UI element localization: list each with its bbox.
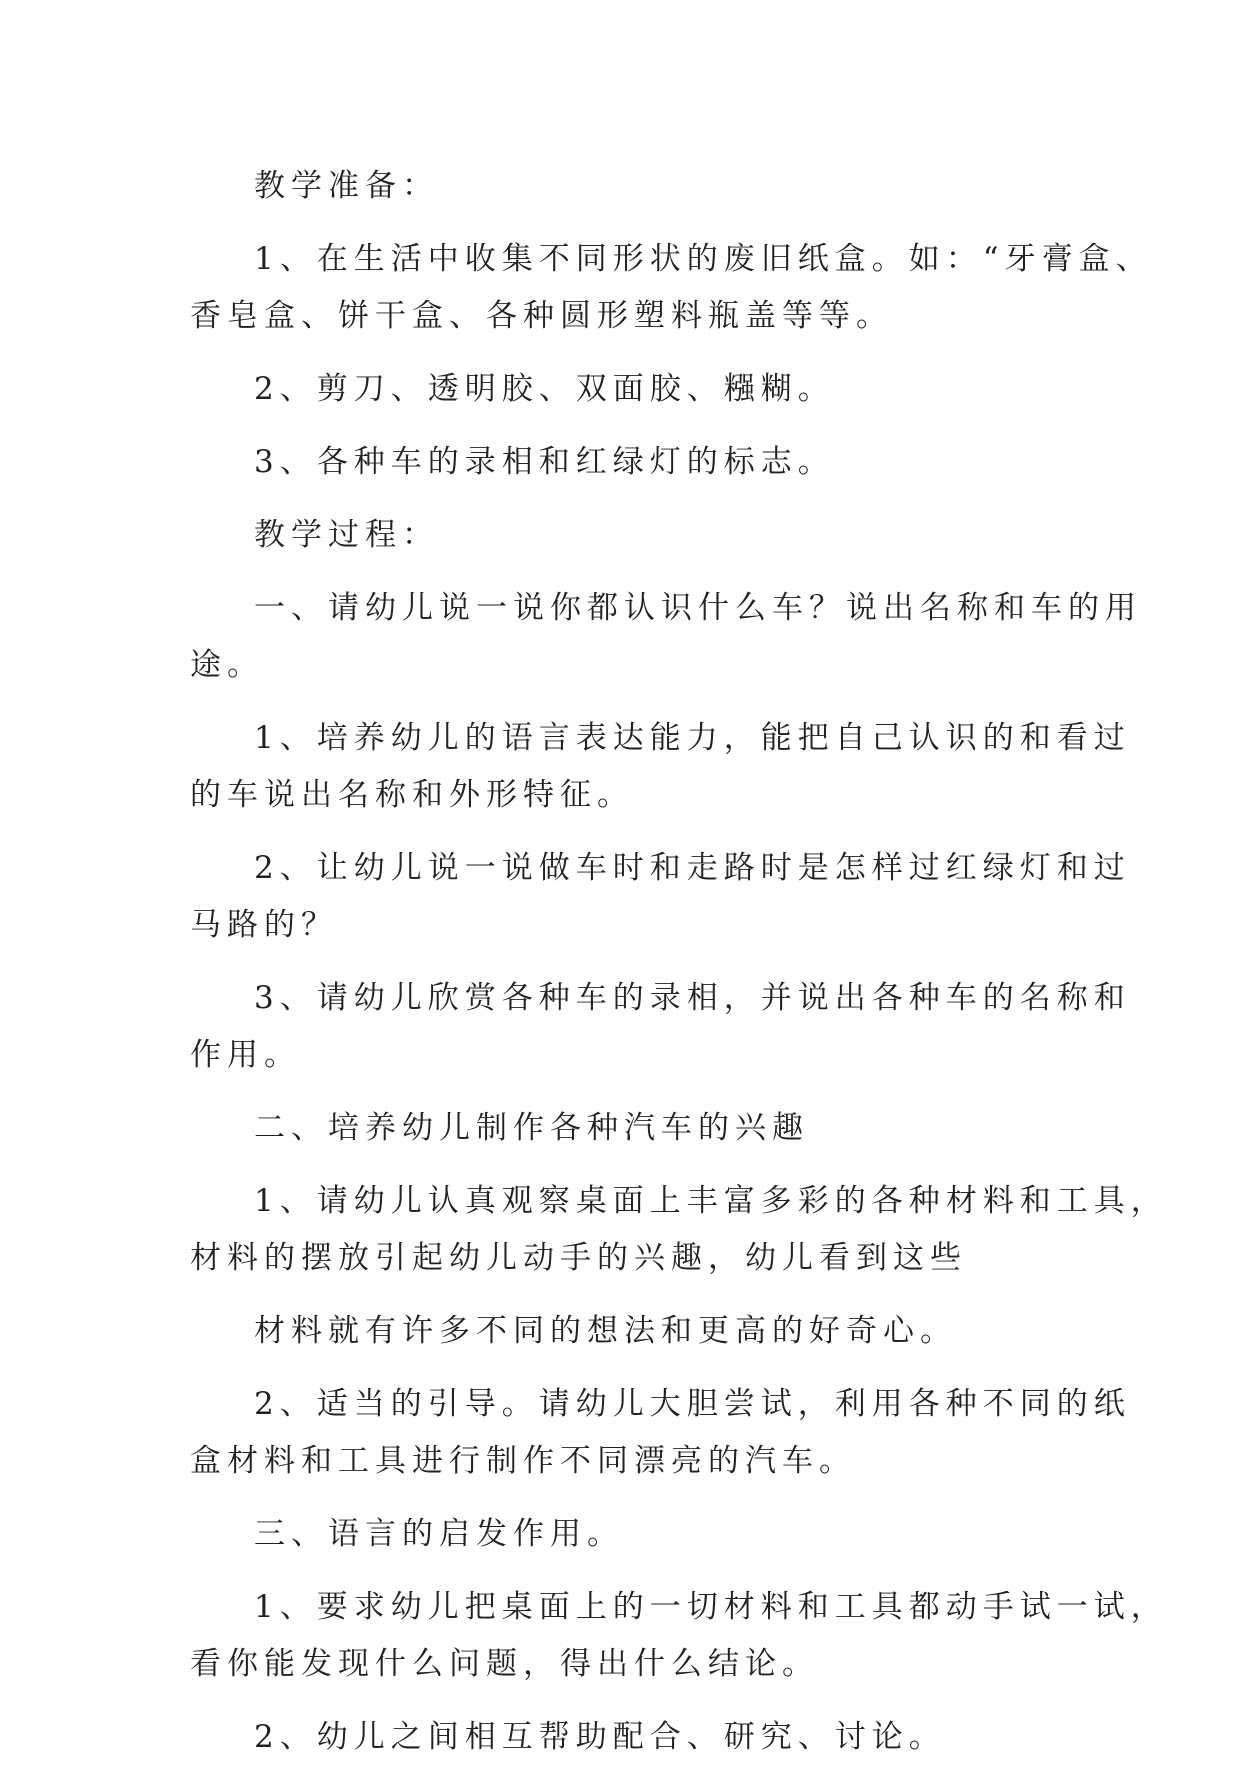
text-line: 教学准备： [254,168,439,204]
text-line: 作用。 [190,1037,301,1073]
text-line: 盒材料和工具进行制作不同漂亮的汽车。 [190,1443,856,1479]
paragraph-spacer [190,954,1070,970]
paragraph-spacer [190,564,1070,580]
text-line: 香皂盒、饼干盒、各种圆形塑料瓶盖等等。 [190,298,893,334]
text-line: 2、剪刀、透明胶、双面胶、糨糊。 [254,371,835,407]
paragraph-spacer [190,1563,1070,1579]
text-line: 马路的？ [190,907,338,943]
text-line: 教学过程： [254,517,439,553]
paragraph-spacer [190,215,1070,231]
paragraph-spacer [190,491,1070,507]
paragraph-spacer [190,1693,1070,1709]
paragraph-spacer [190,345,1070,361]
text-line: 2、幼儿之间相互帮助配合、研究、讨论。 [254,1719,946,1755]
document-body [190,158,1168,1766]
text-line: 途。 [190,647,264,683]
paragraph-spacer [190,694,1070,710]
text-line: 二、培养幼儿制作各种汽车的兴趣 [254,1110,809,1146]
text-line: 2、适当的引导。请幼儿大胆尝试，利用各种不同的纸 [254,1386,1131,1422]
text-line: 三、语言的启发作用。 [254,1516,624,1552]
paragraph-spacer [190,824,1070,840]
text-line: 2、让幼儿说一说做车时和走路时是怎样过红绿灯和过 [254,850,1131,886]
text-line: 材料就有许多不同的想法和更高的好奇心。 [254,1313,957,1349]
paragraph-spacer [190,1084,1070,1100]
text-line: 的车说出名称和外形特征。 [190,777,634,813]
paragraph-spacer [190,1360,1070,1376]
paragraph-spacer [190,418,1070,434]
text-line: 3、各种车的录相和红绿灯的标志。 [254,444,835,480]
text-line: 1、在生活中收集不同形状的废旧纸盒。如：“牙膏盒、 [254,241,1153,277]
text-line: 材料的摆放引起幼儿动手的兴趣，幼儿看到这些 [190,1240,967,1276]
text-line: 1、培养幼儿的语言表达能力，能把自己认识的和看过 [254,720,1131,756]
paragraph-spacer [190,1490,1070,1506]
paragraph-spacer [190,1157,1070,1173]
paragraph-spacer [190,1287,1070,1303]
text-line: 1、要求幼儿把桌面上的一切材料和工具都动手试一试， [254,1589,1168,1625]
text-line: 3、请幼儿欣赏各种车的录相，并说出各种车的名称和 [254,980,1131,1016]
text-line: 看你能发现什么问题，得出什么结论。 [190,1646,819,1682]
text-line: 一、请幼儿说一说你都认识什么车？说出名称和车的用 [254,590,1142,626]
text-line: 1、请幼儿认真观察桌面上丰富多彩的各种材料和工具， [254,1183,1168,1219]
